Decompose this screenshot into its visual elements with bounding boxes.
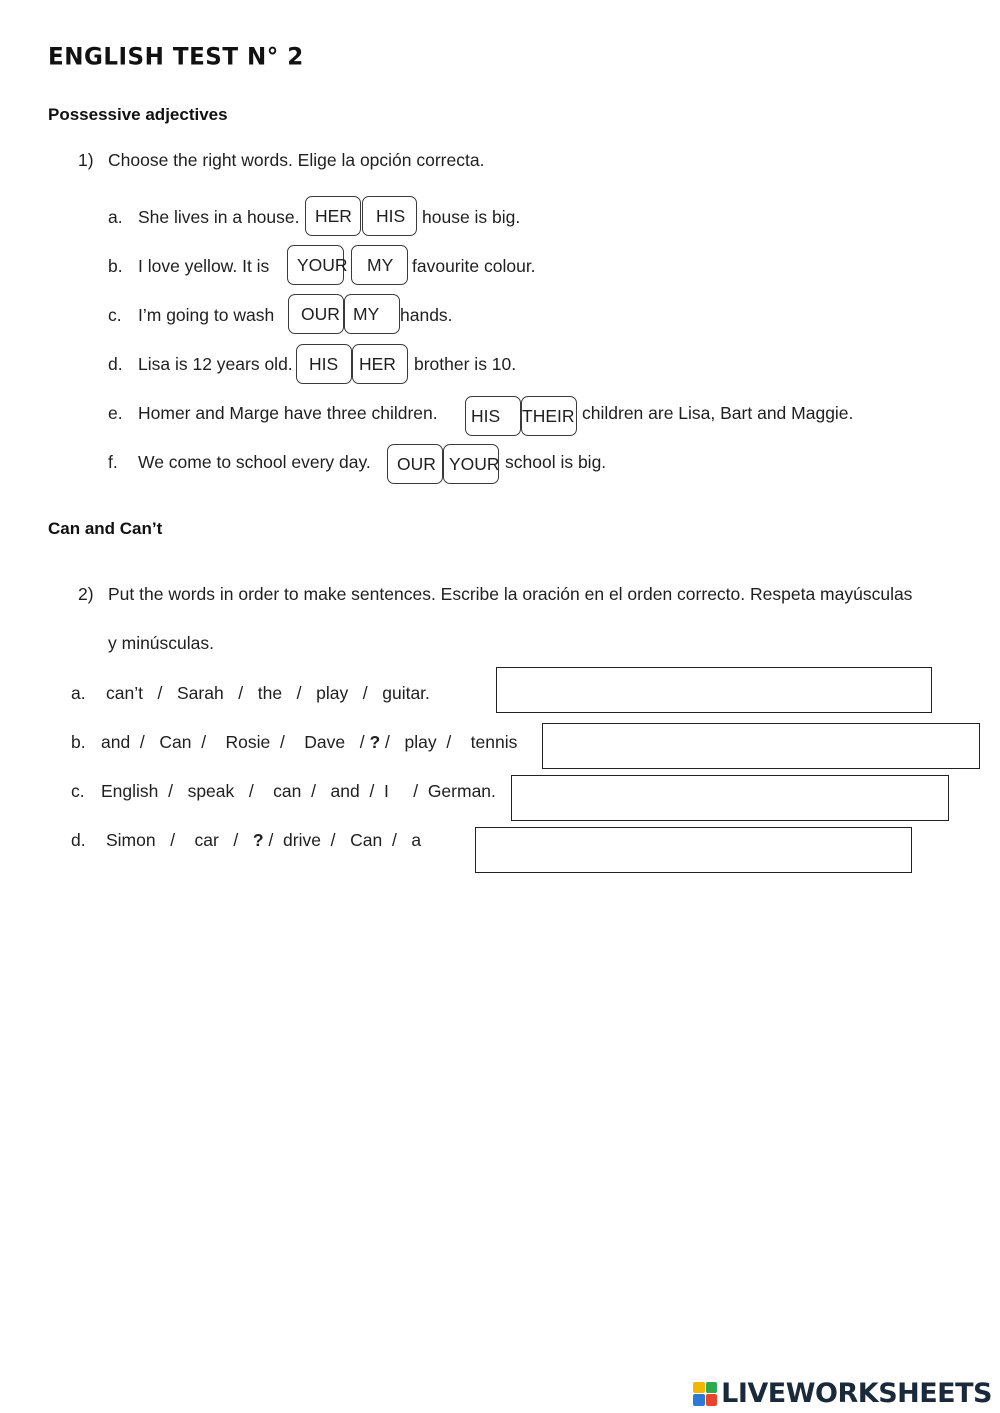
scrambled-words: can’t / Sarah / the / play / guitar. — [106, 683, 430, 703]
item-letter: a. — [108, 207, 123, 227]
item-text-after: children are Lisa, Bart and Maggie. — [582, 403, 854, 423]
option-chip[interactable]: THEIR — [521, 396, 577, 436]
answer-input[interactable] — [475, 827, 912, 873]
instruction-number-2: 2) — [78, 584, 94, 604]
item-letter: f. — [108, 452, 118, 472]
item-text-before: She lives in a house. — [138, 207, 300, 227]
instruction-number-1: 1) — [78, 150, 94, 170]
item-text-before: Lisa is 12 years old. — [138, 354, 293, 374]
item-text-before: Homer and Marge have three children. — [138, 403, 438, 423]
item-text-before: I love yellow. It is — [138, 256, 270, 276]
item-letter: c. — [71, 781, 85, 801]
item-letter: a. — [71, 683, 86, 703]
item-text-after: hands. — [400, 305, 453, 325]
option-chip[interactable]: HIS — [296, 344, 352, 384]
scrambled-words: Simon / car / ? / drive / Can / a — [106, 830, 422, 850]
item-letter: b. — [71, 732, 86, 752]
scrambled-words: English / speak / can / and / I / German. — [101, 781, 496, 801]
option-chip[interactable]: OUR — [387, 444, 443, 484]
answer-input[interactable] — [511, 775, 949, 821]
liveworksheets-logo-icon — [693, 1382, 717, 1406]
test-title: ENGLISH TEST N° 2 — [48, 43, 304, 71]
instruction-2-line2: y minúsculas. — [108, 633, 215, 653]
item-letter: d. — [71, 830, 86, 850]
option-chip[interactable]: OUR — [288, 294, 344, 334]
instruction-1: Choose the right words. Elige la opción correcta. — [108, 150, 485, 170]
option-chip[interactable]: YOUR — [443, 444, 499, 484]
option-chip[interactable]: HER — [352, 344, 408, 384]
item-letter: b. — [108, 256, 123, 276]
item-text-after: house is big. — [422, 207, 521, 227]
answer-input[interactable] — [496, 667, 932, 713]
question-mark: ? — [369, 732, 381, 752]
item-text-before: I’m going to wash — [138, 305, 275, 325]
section-heading-possessive: Possessive adjectives — [48, 105, 228, 124]
item-text-after: brother is 10. — [414, 354, 517, 374]
option-chip[interactable]: MY — [344, 294, 400, 334]
instruction-2-line1: Put the words in order to make sentences. Escribe la oración en el orden correcto. Respeta mayúsculas — [108, 584, 913, 604]
brand-footer[interactable] — [693, 1378, 992, 1409]
brand-name: LIVEWORKSHEETS — [721, 1378, 992, 1409]
scrambled-words: and / Can / Rosie / Dave / ? / play / tennis — [101, 732, 518, 752]
item-letter: d. — [108, 354, 123, 374]
item-text-after: favourite colour. — [412, 256, 536, 276]
option-chip[interactable]: MY — [351, 245, 408, 285]
item-text-before: We come to school every day. — [138, 452, 371, 472]
option-chip[interactable]: HIS — [465, 396, 521, 436]
question-mark: ? — [252, 830, 264, 850]
section-heading-can: Can and Can’t — [48, 519, 163, 538]
option-chip[interactable]: YOUR — [287, 245, 344, 285]
item-letter: c. — [108, 305, 122, 325]
option-chip[interactable]: HER — [305, 196, 361, 236]
answer-input[interactable] — [542, 723, 980, 769]
item-letter: e. — [108, 403, 123, 423]
item-text-after: school is big. — [505, 452, 607, 472]
option-chip[interactable]: HIS — [362, 196, 417, 236]
